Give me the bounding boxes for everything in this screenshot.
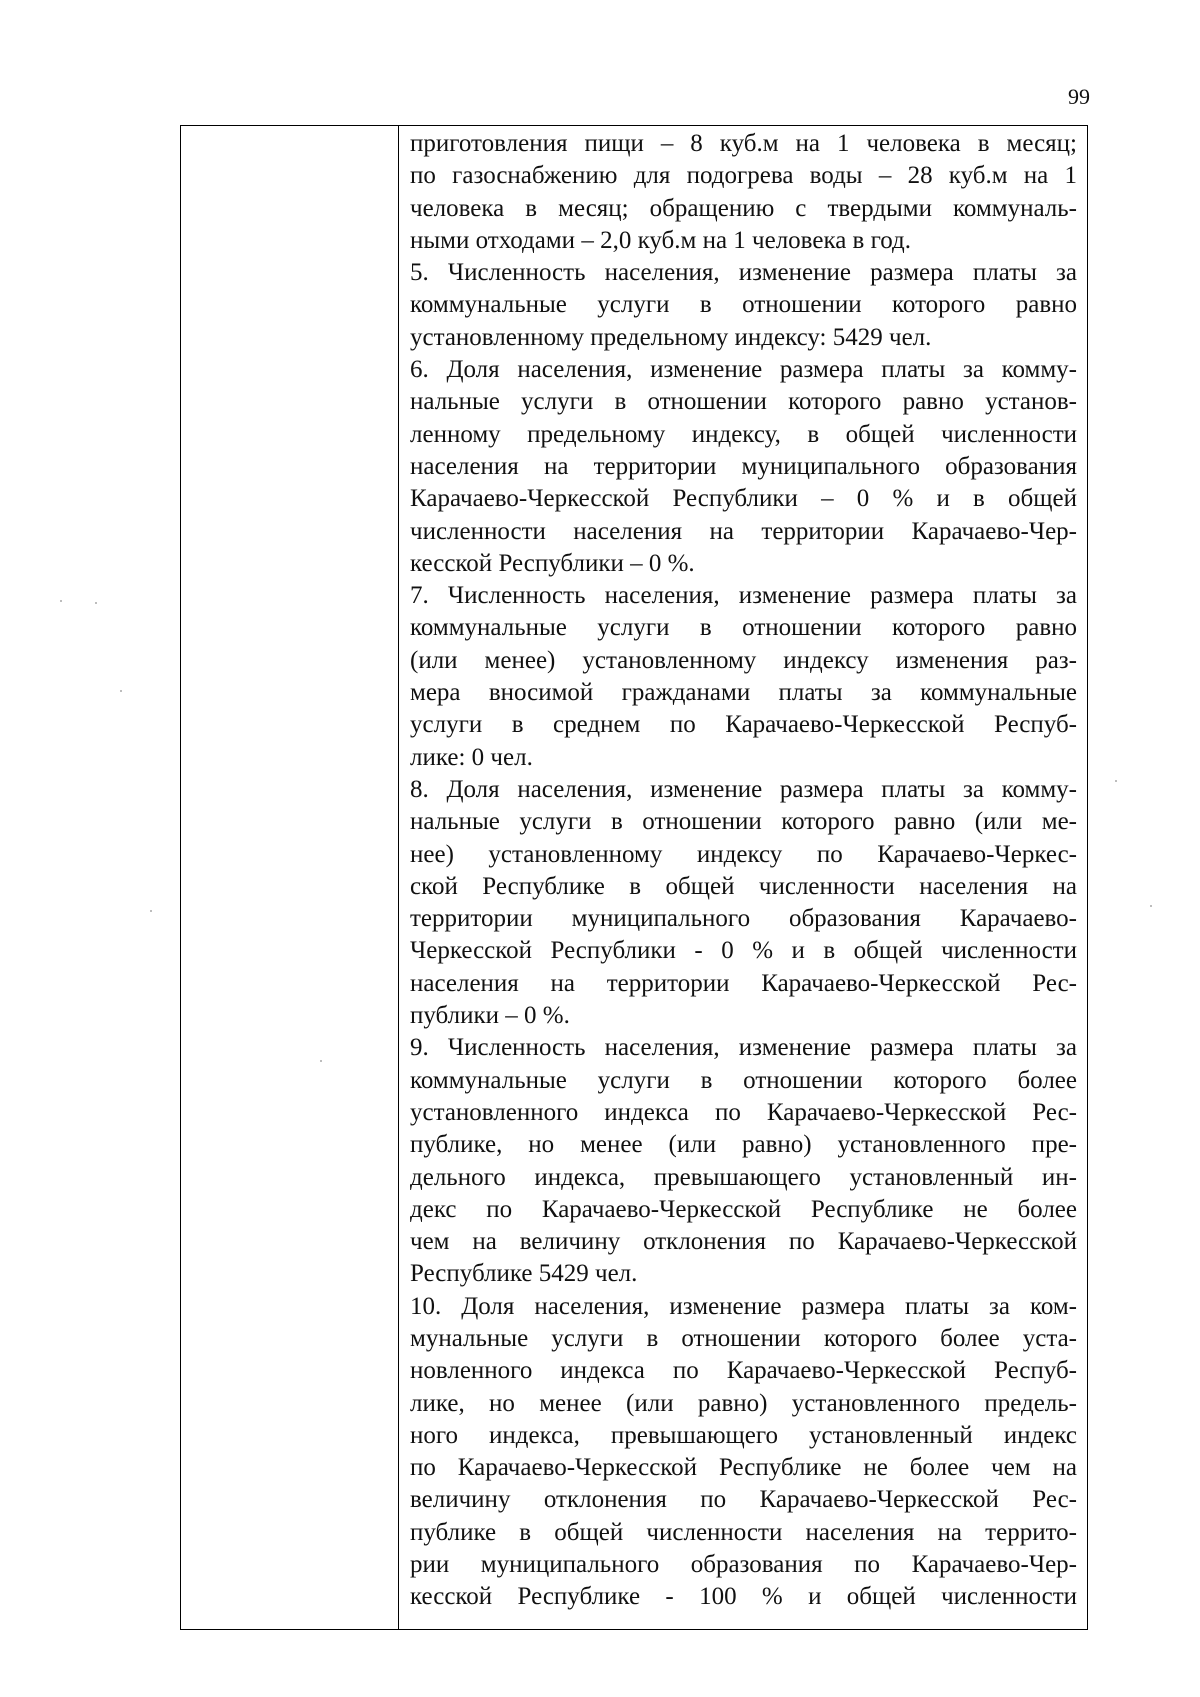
text-line: по Карачаево-Черкесской Республике не более чем на bbox=[410, 1454, 1077, 1482]
text-line: рии муниципального образования по Карачаево-Чер- bbox=[410, 1551, 1077, 1579]
text-line: 7. Численность населения, изменение размера платы за bbox=[410, 582, 1077, 610]
text-line: коммунальные услуги в отношении которого равно bbox=[410, 614, 1077, 642]
text-line: ного индекса, превышающего установленный индекс bbox=[410, 1421, 1077, 1449]
text-line: лике: 0 чел. bbox=[410, 743, 533, 771]
text-line: 8. Доля населения, изменение размера платы за комму- bbox=[410, 775, 1077, 803]
text-line: численности населения на территории Карачаево-Чер- bbox=[410, 517, 1077, 545]
text-line: мунальные услуги в отношении которого более уста- bbox=[410, 1324, 1077, 1352]
text-line: лике, но менее (или равно) установленного предель- bbox=[410, 1389, 1077, 1417]
scan-speck bbox=[1150, 905, 1152, 907]
text-line: установленного индекса по Карачаево-Черкесской Рес- bbox=[410, 1098, 1077, 1126]
text-line: публике, но менее (или равно) установленного пре- bbox=[410, 1131, 1077, 1159]
table-right-cell bbox=[400, 126, 1087, 1629]
text-line: нальные услуги в отношении которого равно установ- bbox=[410, 388, 1077, 416]
document-table bbox=[180, 125, 1088, 1630]
table-left-cell bbox=[181, 126, 399, 1629]
text-line: величину отклонения по Карачаево-Черкесской Рес- bbox=[410, 1486, 1077, 1514]
scan-speck bbox=[95, 602, 97, 604]
text-line: Республике 5429 чел. bbox=[410, 1260, 638, 1288]
scan-speck bbox=[320, 1060, 322, 1062]
text-line: приготовления пищи – 8 куб.м на 1 человека в месяц; bbox=[410, 130, 1077, 157]
text-line: 10. Доля населения, изменение размера платы за ком- bbox=[410, 1292, 1077, 1320]
text-line: нее) установленному индексу по Карачаево-Черкес- bbox=[410, 840, 1077, 868]
text-line: населения на территории муниципального образования bbox=[410, 452, 1077, 480]
text-line: населения на территории Карачаево-Черкесской Рес- bbox=[410, 969, 1077, 997]
text-line: чем на величину отклонения по Карачаево-Черкесской bbox=[410, 1228, 1077, 1256]
text-line: 9. Численность населения, изменение размера платы за bbox=[410, 1034, 1077, 1062]
text-line: 5. Численность населения, изменение размера платы за bbox=[410, 259, 1077, 287]
text-line: ленному предельному индексу, в общей численности bbox=[410, 420, 1077, 448]
scan-speck bbox=[150, 910, 152, 912]
scan-speck bbox=[60, 600, 62, 602]
text-line: кесской Республики – 0 %. bbox=[410, 549, 695, 577]
text-line: кесской Республике - 100 % и общей численности bbox=[410, 1583, 1077, 1611]
text-line: публике в общей численности населения на террито- bbox=[410, 1518, 1077, 1546]
text-line: коммунальные услуги в отношении которого равно bbox=[410, 291, 1077, 319]
text-line: новленного индекса по Карачаево-Черкесской Респуб- bbox=[410, 1357, 1077, 1385]
text-line: ными отходами – 2,0 куб.м на 1 человека в год. bbox=[410, 226, 911, 254]
text-line: мера вносимой гражданами платы за коммунальные bbox=[410, 679, 1077, 707]
text-line: по газоснабжению для подогрева воды – 28 куб.м на 1 bbox=[410, 162, 1077, 190]
text-line: 6. Доля населения, изменение размера платы за комму- bbox=[410, 356, 1077, 384]
text-line: Карачаево-Черкесской Республики – 0 % и в общей bbox=[410, 485, 1077, 513]
text-line: нальные услуги в отношении которого равно (или ме- bbox=[410, 808, 1077, 836]
text-line: услуги в среднем по Карачаево-Черкесской Респуб- bbox=[410, 711, 1077, 739]
page-number: 99 bbox=[1068, 84, 1090, 109]
text-line: установленному предельному индексу: 5429 чел. bbox=[410, 323, 932, 351]
text-line: человека в месяц; обращению с твердыми коммуналь- bbox=[410, 194, 1077, 222]
text-line: публики – 0 %. bbox=[410, 1002, 570, 1030]
scan-speck bbox=[120, 690, 122, 692]
text-line: территории муниципального образования Карачаево- bbox=[410, 905, 1077, 933]
text-line: (или менее) установленному индексу изменения раз- bbox=[410, 646, 1077, 674]
text-line: Черкесской Республики - 0 % и в общей численности bbox=[410, 937, 1077, 965]
text-line: коммунальные услуги в отношении которого более bbox=[410, 1066, 1077, 1094]
text-line: дельного индекса, превышающего установленный ин- bbox=[410, 1163, 1077, 1191]
scan-speck bbox=[1115, 780, 1117, 782]
text-line: декс по Карачаево-Черкесской Республике не более bbox=[410, 1195, 1077, 1223]
text-line: ской Республике в общей численности населения на bbox=[410, 872, 1077, 900]
